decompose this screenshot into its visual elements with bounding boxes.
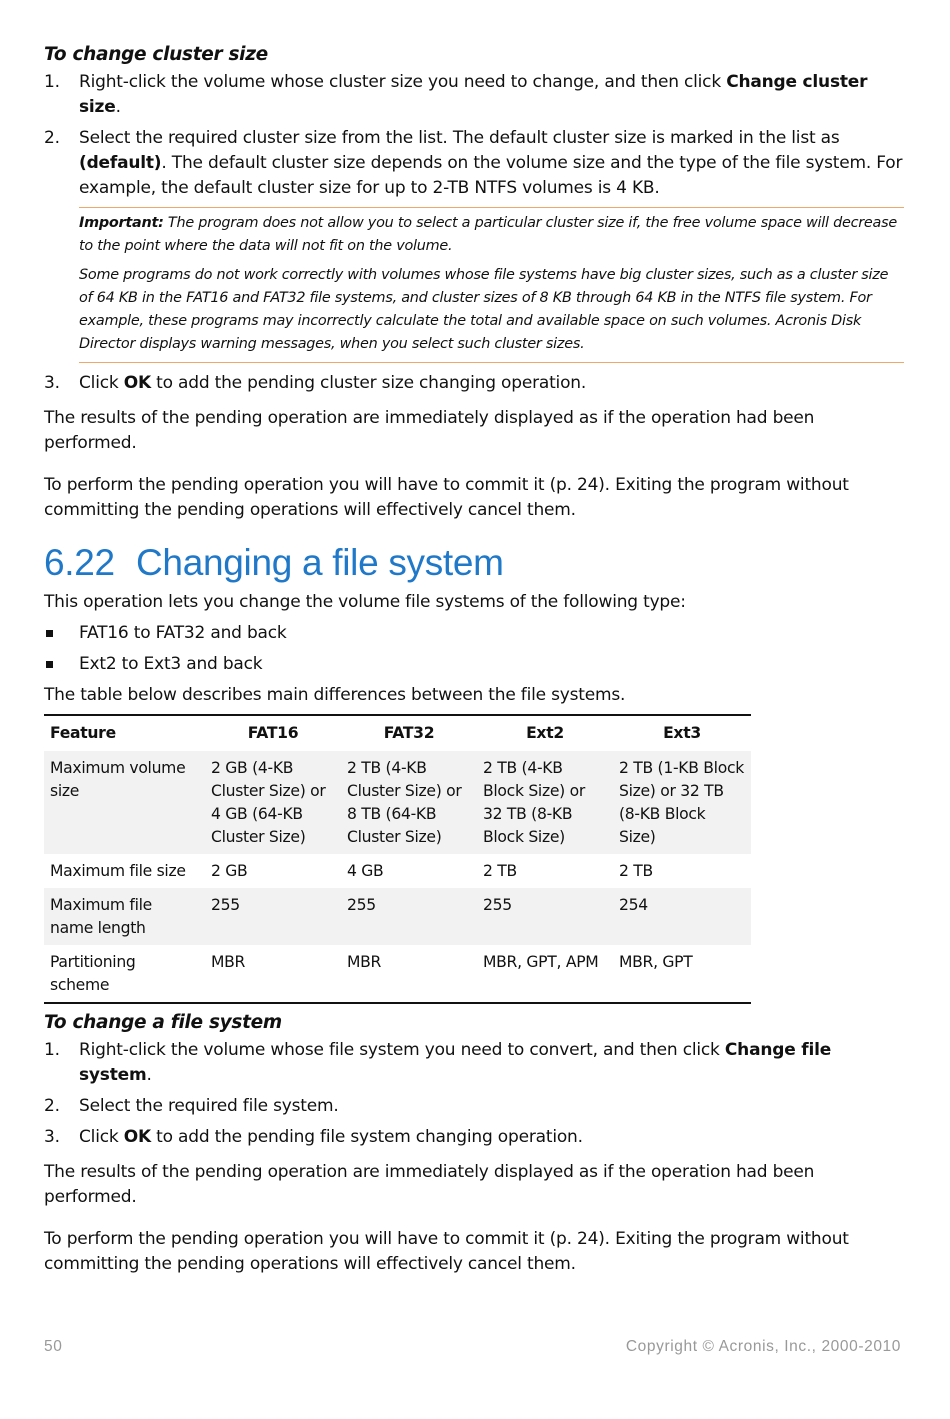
table-intro: The table below describes main differences between the file systems. [44, 685, 626, 705]
cluster-steps-list [44, 70, 904, 201]
table-cell: 2 TB [619, 862, 653, 880]
table-cell: 254 [613, 888, 751, 945]
step-number: 3. [44, 373, 60, 393]
table-cell: 2 GB (4-KB Cluster Size) or 4 GB (64-KB Cluster Size) [205, 751, 341, 854]
cluster-step-2 [44, 126, 904, 201]
step-command: OK [123, 1127, 151, 1147]
table-cell: 255 [341, 888, 477, 945]
step-text: Click [79, 373, 124, 393]
table-row [44, 854, 751, 888]
fs-procedure-title: To change a file system [44, 1012, 282, 1033]
cluster-result-paragraph: The results of the pending operation are immediately displayed as if the operation had been performed. [44, 408, 815, 453]
section-title: Changing a file system [136, 542, 504, 583]
cluster-step-3 [44, 371, 904, 396]
step-text: Right-click the volume whose file system you need to convert, and then click [79, 1040, 725, 1060]
table-cell: 255 [205, 888, 341, 945]
column-header: Ext2 [526, 724, 564, 742]
table-cell: MBR, GPT [619, 953, 693, 971]
fs-result-paragraph: The results of the pending operation are immediately displayed as if the operation had been performed. [44, 1162, 815, 1207]
table-cell: MBR [347, 953, 382, 971]
bullet-item [44, 621, 904, 646]
cluster-steps-list-cont [44, 371, 904, 396]
fs-commit-paragraph: To perform the pending operation you will have to commit it (p. 24). Exiting the program without committing the pending operations will effectively cancel them. [44, 1229, 849, 1274]
copyright-notice: Copyright © Acronis, Inc., 2000-2010 [625, 1338, 901, 1355]
step-number: 3. [44, 1127, 60, 1147]
warning-note-paragraph: Some programs do not work correctly with volumes whose file systems have big cluster sizes, such as a cluster size of 64 KB in the FAT16 and FAT32 file systems, and cluster sizes of 8 KB through 64 KB in the NTFS file system. For example, these programs may incorrectly calculate the total and available space on such volumes. Acronis Disk Director displays warning messages, when you select such cluster sizes. [79, 267, 889, 352]
step-text-end: . [146, 1065, 152, 1085]
table-cell: 2 TB [483, 862, 517, 880]
table-cell: 255 [477, 888, 613, 945]
cluster-procedure-title: To change cluster size [44, 44, 268, 65]
step-command: Change file system [79, 1040, 832, 1085]
fs-step-1 [44, 1038, 904, 1088]
important-note-paragraph [79, 212, 904, 258]
step-text: Right-click the volume whose cluster size you need to change, and then click [79, 72, 727, 92]
column-header: FAT32 [383, 724, 435, 742]
table-cell: Partitioning scheme [50, 953, 136, 994]
step-number: 2. [44, 1096, 60, 1116]
step-text-end: . The default cluster size depends on the volume size and the type of the file system. For example, the default cluster size for up to 2-TB NTFS volumes is 4 KB. [79, 153, 903, 198]
table-cell: MBR, GPT, APM [483, 953, 599, 971]
bullet-text: Ext2 to Ext3 and back [79, 654, 263, 674]
table-cell: Maximum volume size [44, 751, 205, 854]
step-number: 2. [44, 128, 60, 148]
fs-step-2 [44, 1094, 904, 1119]
bullet-square-icon [46, 661, 53, 668]
important-note [79, 207, 904, 363]
bullet-item [44, 652, 904, 677]
table-cell: MBR [211, 953, 246, 971]
page-number: 50 [44, 1338, 63, 1355]
column-header: Ext3 [663, 724, 701, 742]
file-system-comparison-table [44, 714, 751, 1004]
section-heading [44, 540, 904, 586]
important-label: Important: [79, 215, 164, 231]
step-text-end: . [115, 97, 121, 117]
conversion-bullet-list [44, 621, 904, 677]
table-cell: Maximum file name length [44, 888, 205, 945]
step-command: OK [123, 373, 151, 393]
bullet-text: FAT16 to FAT32 and back [79, 623, 287, 643]
fs-step-3 [44, 1125, 904, 1150]
bullet-square-icon [46, 630, 53, 637]
document-page [44, 40, 904, 1294]
step-text: Click [79, 1127, 124, 1147]
table-cell: 2 TB (4-KB Block Size) or 32 TB (8-KB Block Size) [477, 751, 613, 854]
table-row [44, 945, 751, 1003]
table-row [44, 888, 751, 945]
step-command: (default) [79, 153, 162, 173]
table-cell: 4 GB [347, 862, 384, 880]
table-header-row [44, 715, 751, 751]
step-command: Change cluster size [79, 72, 868, 117]
section-intro: This operation lets you change the volume file systems of the following type: [44, 592, 686, 612]
table-cell: 2 TB (4-KB Cluster Size) or 8 TB (64-KB Cluster Size) [341, 751, 477, 854]
step-text-end: to add the pending cluster size changing operation. [150, 373, 587, 393]
cluster-commit-paragraph: To perform the pending operation you will have to commit it (p. 24). Exiting the program without committing the pending operations will effectively cancel them. [44, 475, 849, 520]
column-header: Feature [50, 724, 116, 742]
fs-steps-list [44, 1038, 904, 1150]
step-number: 1. [44, 72, 60, 92]
table-cell: 2 GB [211, 862, 248, 880]
table-cell: Maximum file size [50, 862, 186, 880]
column-header: FAT16 [247, 724, 299, 742]
table-cell: 2 TB (1-KB Block Size) or 32 TB (8-KB Block Size) [613, 751, 751, 854]
step-text-end: to add the pending file system changing operation. [150, 1127, 583, 1147]
step-number: 1. [44, 1040, 60, 1060]
step-text: Select the required cluster size from the list. The default cluster size is marked in the list as [79, 128, 840, 148]
cluster-step-1 [44, 70, 904, 120]
section-number: 6.22 [44, 542, 115, 583]
important-text: The program does not allow you to select a particular cluster size if, the free volume space will decrease to the point where the data will not fit on the volume. [79, 215, 897, 254]
step-text: Select the required file system. [79, 1096, 339, 1116]
table-row [44, 751, 751, 854]
